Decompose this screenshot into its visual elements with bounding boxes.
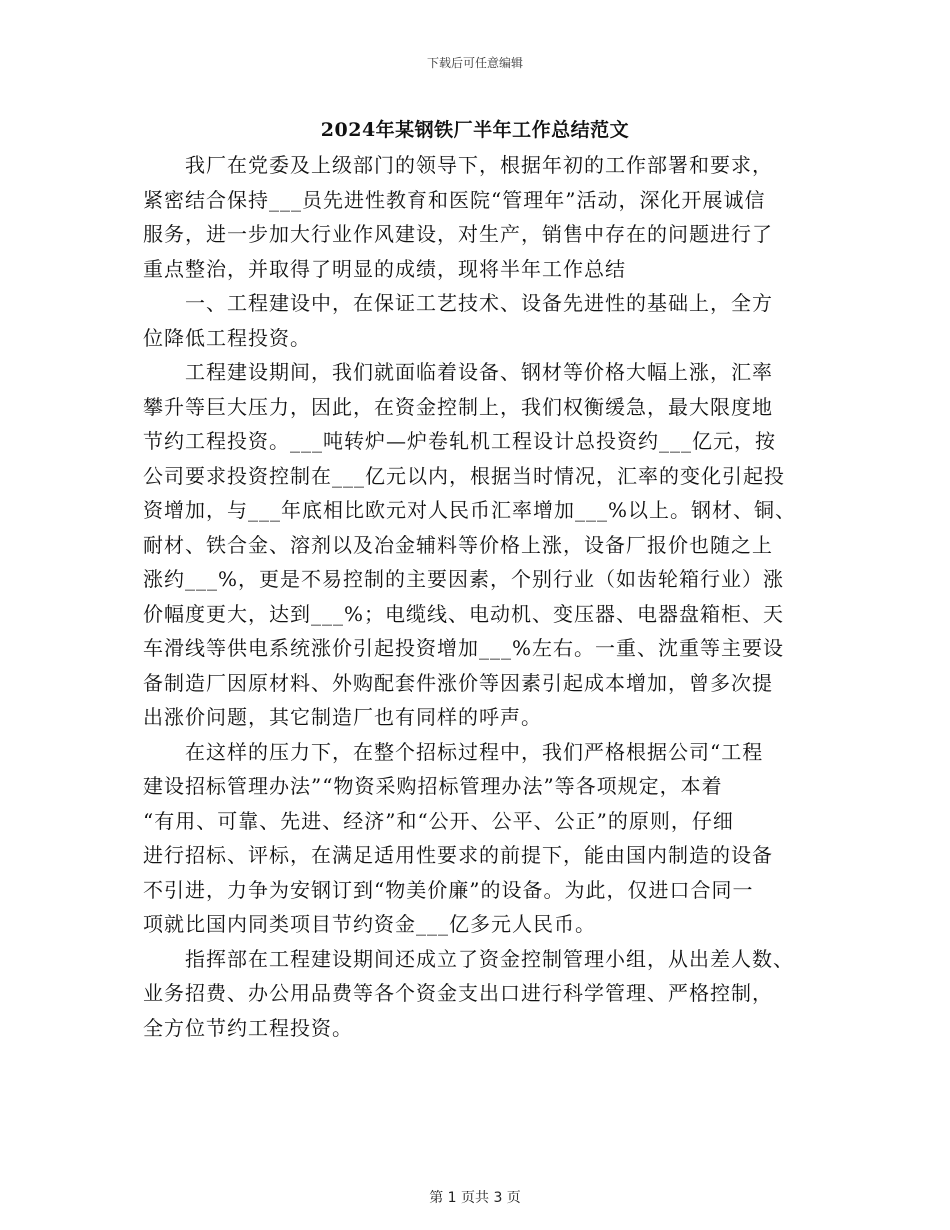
document-title: 2024年某钢铁厂半年工作总结范文 <box>320 119 630 141</box>
paragraph-line: 一、工程建设中，在保证工艺技术、设备先进性的基础上，全方 <box>143 291 773 315</box>
paragraph <box>143 286 823 355</box>
paragraph-line: 全方位节约工程投资。 <box>143 1015 353 1040</box>
paragraph-line: 出涨价问题，其它制造厂也有同样的呼声。 <box>143 705 542 729</box>
paragraph-line: 攀升等巨大压力，因此，在资金控制上，我们权衡缓急，最大限度地 <box>143 394 773 419</box>
paragraph-line: 涨约___%，更是不易控制的主要因素，个别行业（如齿轮箱行业）涨 <box>143 567 785 591</box>
page-footer: 第 1 页共 3 页 <box>429 1190 521 1206</box>
paragraph-line: 位降低工程投资。 <box>143 325 311 350</box>
paragraph-line: 耐材、铁合金、溶剂以及冶金辅料等价格上涨，设备厂报价也随之上 <box>143 532 773 557</box>
paragraph-line: 备制造厂因原材料、外购配套件涨价等因素引起成本增加，曾多次提 <box>143 670 773 695</box>
paragraph-line: 车滑线等供电系统涨价引起投资增加___%左右。一重、沈重等主要设 <box>143 636 785 660</box>
paragraph-line: 节约工程投资。___吨转炉—炉卷轧机工程设计总投资约___亿元，按 <box>143 429 776 453</box>
paragraph <box>143 148 823 286</box>
page-header-note: 下载后可任意编辑 <box>426 56 523 70</box>
paragraph-line: 在这样的压力下，在整个招标过程中，我们严格根据公司“工程 <box>143 739 764 764</box>
paragraph-line: 建设招标管理办法”“物资采购招标管理办法”等各项规定，本着 <box>143 774 723 798</box>
paragraph-line: 重点整治，并取得了明显的成绩，现将半年工作总结 <box>143 256 626 281</box>
paragraph-line: 资增加，与___年底相比欧元对人民币汇率增加___%以上。钢材、铜、 <box>143 498 797 522</box>
paragraph <box>143 355 823 735</box>
paragraph-line: 价幅度更大，达到___%；电缆线、电动机、变压器、电器盘箱柜、天 <box>143 601 785 626</box>
paragraph <box>143 942 823 1046</box>
paragraph-line: 进行招标、评标，在满足适用性要求的前提下，能由国内制造的设备 <box>143 843 773 867</box>
paragraph-line: 不引进，力争为安钢订到“物美价廉”的设备。为此，仅进口合同一 <box>143 877 754 902</box>
paragraph-line: 工程建设期间，我们就面临着设备、钢材等价格大幅上涨，汇率 <box>143 360 773 384</box>
paragraph-line: 业务招费、办公用品费等各个资金支出口进行科学管理、严格控制， <box>143 981 773 1005</box>
paragraph-line: 服务，进一步加大行业作风建设，对生产，销售中存在的问题进行了 <box>143 222 773 246</box>
document-body <box>143 148 823 1045</box>
paragraph-line: 我厂在党委及上级部门的领导下，根据年初的工作部署和要求， <box>143 153 773 177</box>
paragraph <box>143 735 823 942</box>
paragraph-line: 项就比国内同类项目节约资金___亿多元人民币。 <box>143 912 596 936</box>
paragraph-line: 指挥部在工程建设期间还成立了资金控制管理小组，从出差人数、 <box>143 946 794 971</box>
paragraph-line: 紧密结合保持___员先进性教育和医院“管理年”活动，深化开展诚信 <box>143 187 766 212</box>
paragraph-line: “有用、可靠、先进、经济”和“公开、公平、公正”的原则，仔细 <box>143 808 734 833</box>
paragraph-line: 公司要求投资控制在___亿元以内，根据当时情况，汇率的变化引起投 <box>143 463 785 488</box>
